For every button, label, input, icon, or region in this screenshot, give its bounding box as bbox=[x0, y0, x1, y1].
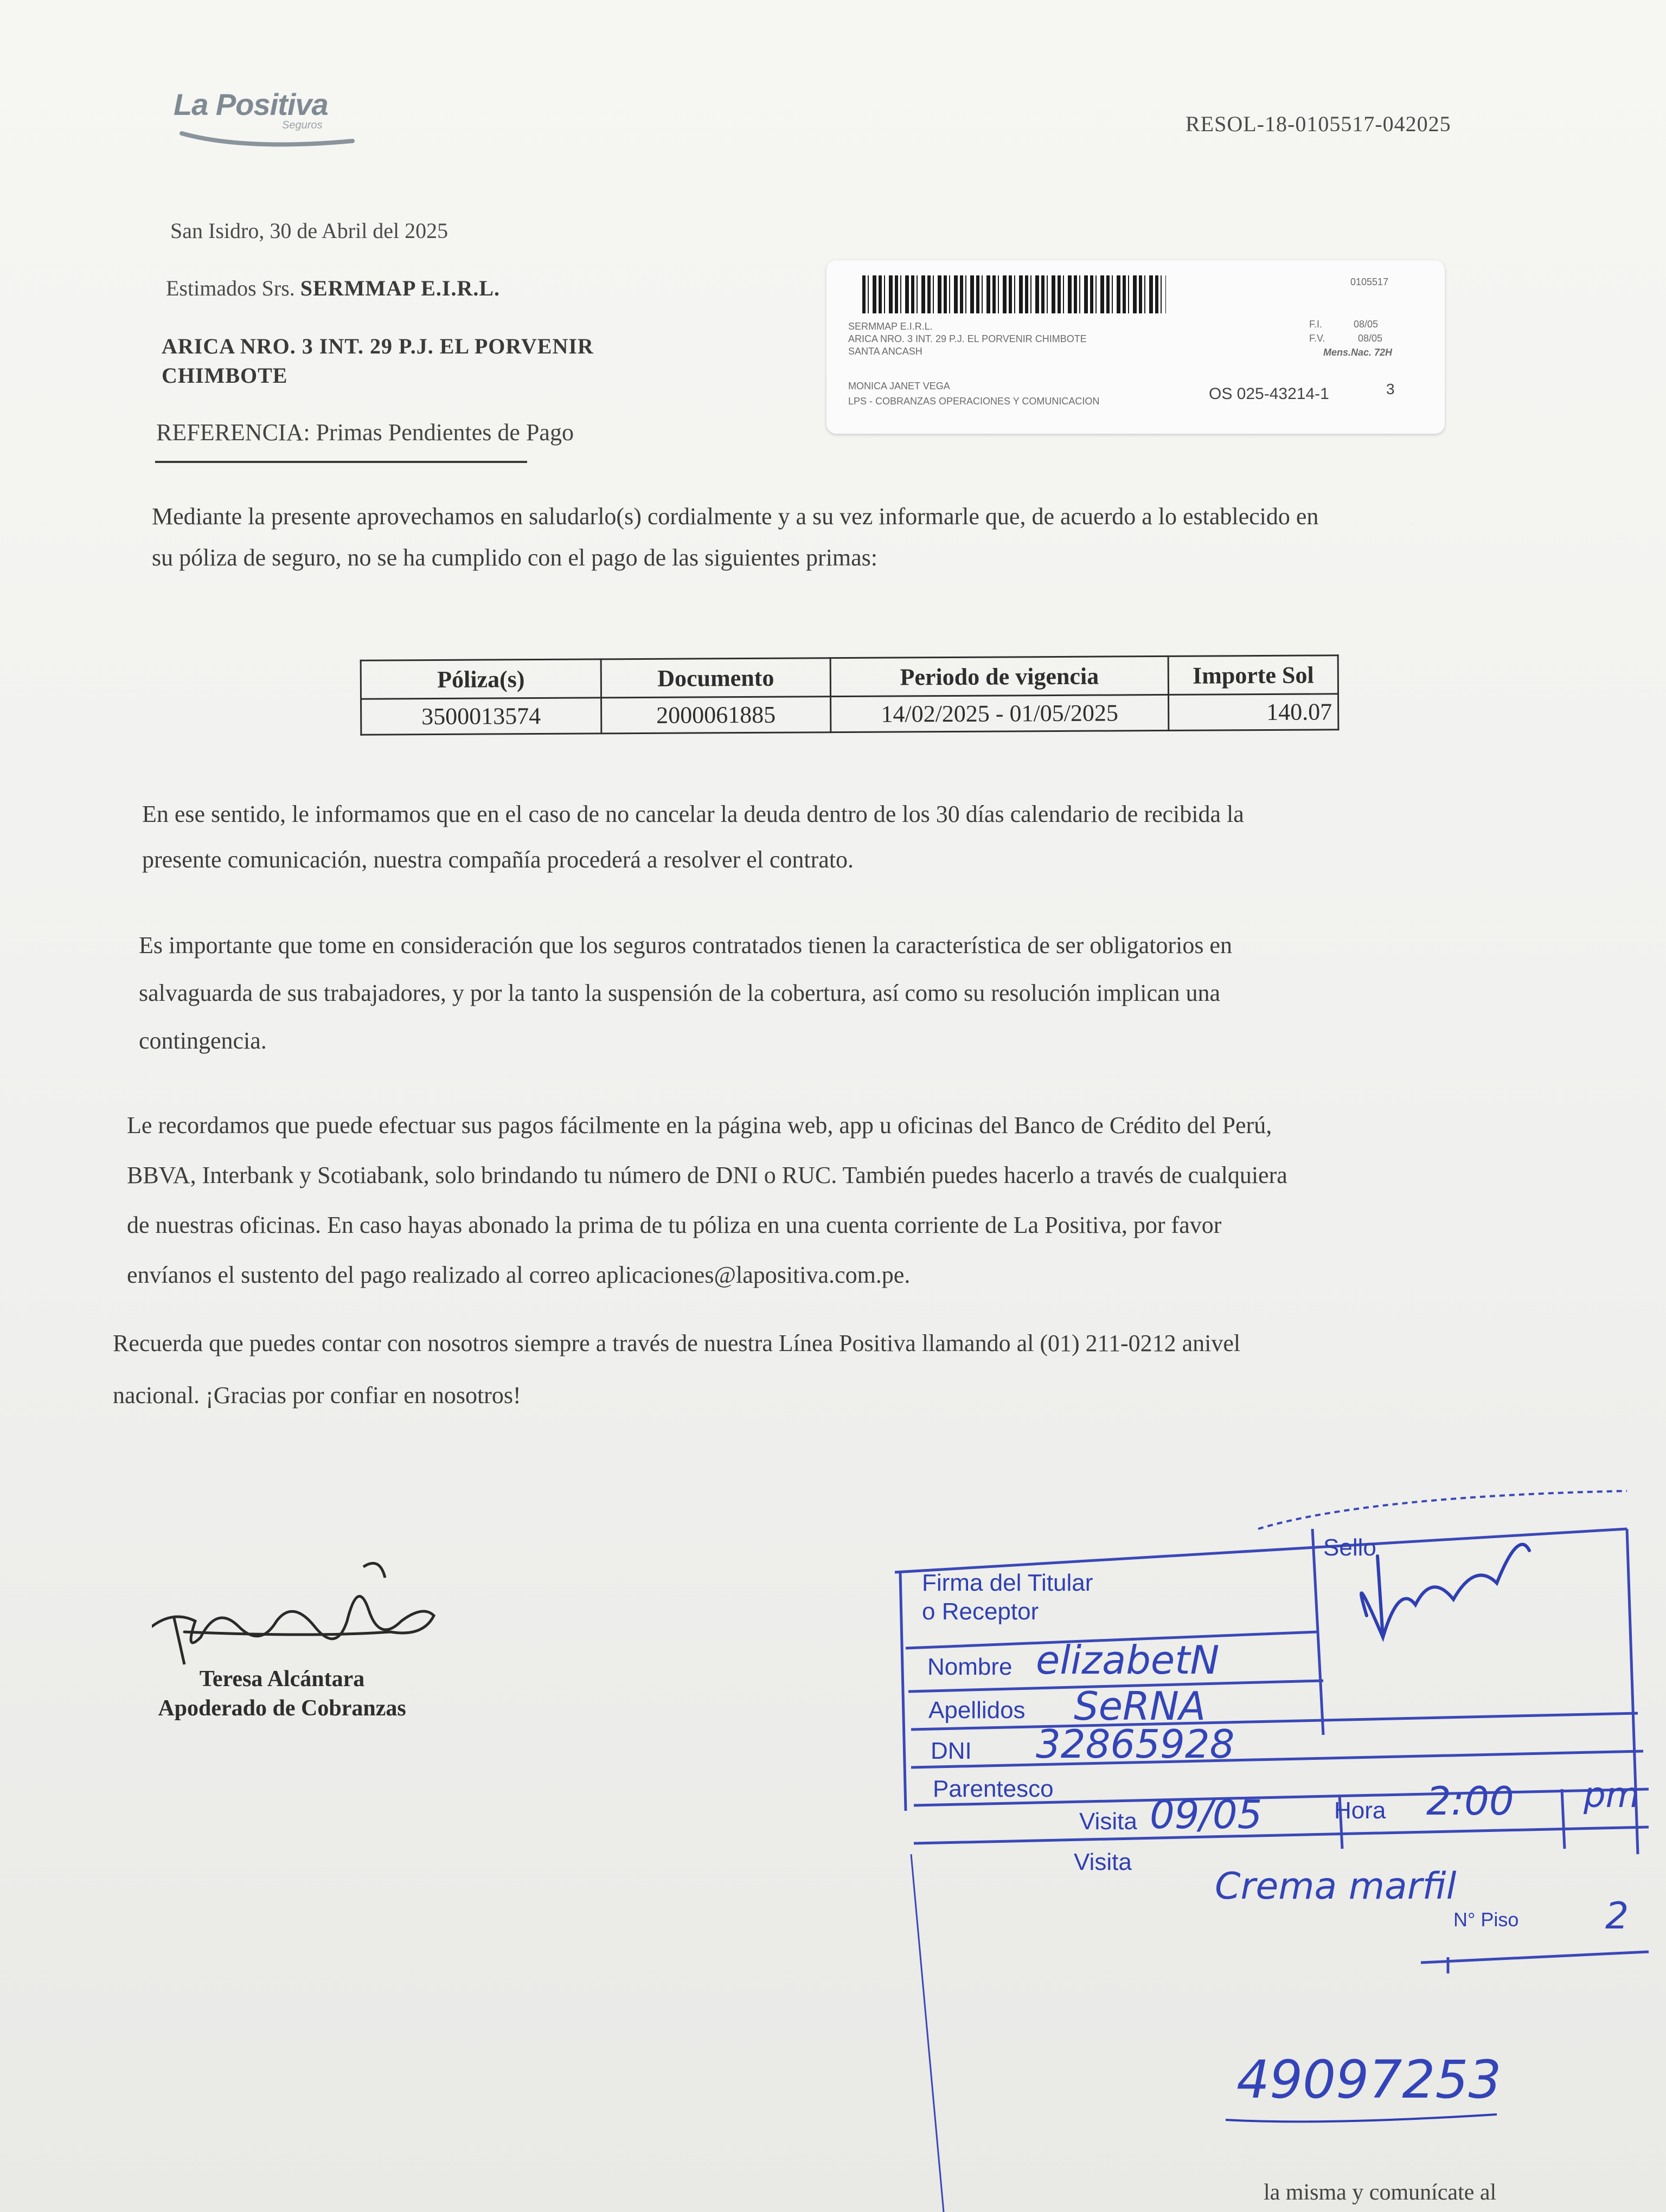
stamp-hora-suffix: pm bbox=[1584, 1776, 1639, 1816]
reference bbox=[156, 419, 574, 446]
label-region: SANTA ANCASH bbox=[848, 346, 922, 357]
stamp-npiso-value: 2 bbox=[1605, 1895, 1629, 1938]
greeting bbox=[166, 275, 500, 301]
logo-name: La Positiva bbox=[174, 87, 328, 121]
paragraph-obligation bbox=[139, 922, 1232, 1065]
footer-fragment: la misma y comunícate al bbox=[1264, 2180, 1497, 2205]
resolution-code: RESOL-18-0105517-042025 bbox=[1186, 112, 1451, 136]
paragraph-line: Es importante que tome en consideración que los seguros contratados tienen la característica de ser obligatorios en bbox=[139, 932, 1232, 959]
label-company: SERMMAP E.I.R.L. bbox=[848, 321, 933, 332]
place-date: San Isidro, 30 de Abril del 2025 bbox=[170, 218, 448, 243]
label-fv-value: 08/05 bbox=[1358, 333, 1383, 344]
stamp-dni-value: 32865928 bbox=[1036, 1721, 1235, 1767]
reference-label: REFERENCIA: bbox=[156, 419, 310, 446]
label-fi-value: 08/05 bbox=[1354, 319, 1379, 330]
paragraph-line: de nuestras oficinas. En caso hayas abonado la prima de tu póliza en una cuenta corriente de La Positiva, por favor bbox=[127, 1212, 1222, 1238]
paragraph-line: nacional. ¡Gracias por confiar en nosotros! bbox=[113, 1382, 521, 1409]
company-logo bbox=[174, 87, 380, 163]
label-address: ARICA NRO. 3 INT. 29 P.J. EL PORVENIR CHIMBOTE bbox=[848, 333, 1087, 344]
col-header-poliza: Póliza(s) bbox=[361, 659, 601, 699]
greeting-prefix: Estimados Srs. bbox=[166, 276, 295, 300]
paragraph-line: BBVA, Interbank y Scotiabank, solo brindando tu número de DNI o RUC. También puedes hacerlo a través de cualquiera bbox=[127, 1162, 1287, 1188]
paragraph-line: envíanos el sustento del pago realizado al correo aplicaciones@lapositiva.com.pe. bbox=[127, 1262, 911, 1288]
stamp-firma-label-2: o Receptor bbox=[922, 1598, 1039, 1625]
label-contact: MONICA JANET VEGA bbox=[848, 381, 950, 391]
cell-documento: 2000061885 bbox=[601, 697, 831, 734]
barcode-icon bbox=[862, 275, 1166, 313]
shipping-label bbox=[826, 260, 1445, 434]
stamp-nombre-label: Nombre bbox=[927, 1654, 1013, 1680]
policies-table bbox=[360, 654, 1340, 735]
paragraph-line: Le recordamos que puede efectuar sus pagos fácilmente en la página web, app u oficinas del Banco de Crédito del Perú, bbox=[127, 1112, 1272, 1139]
logo-swoosh-icon bbox=[179, 129, 363, 151]
stamp-firma-label-1: Firma del Titular bbox=[922, 1570, 1093, 1596]
paragraph-line: Recuerda que puedes contar con nosotros siempre a través de nuestra Línea Positiva llamando al (01) 211-0212 anivel bbox=[113, 1330, 1241, 1356]
stamp-visita-label: Visita bbox=[1079, 1808, 1137, 1835]
stamp-parentesco-label: Parentesco bbox=[933, 1776, 1054, 1802]
paragraph-line: contingencia. bbox=[139, 1027, 267, 1054]
label-count: 3 bbox=[1386, 381, 1395, 397]
paragraph-contact bbox=[113, 1317, 1240, 1422]
table-row bbox=[361, 694, 1338, 735]
stamp-sello-label: Sello bbox=[1323, 1534, 1376, 1561]
intro-line: su póliza de seguro, no se ha cumplido con el pago de las siguientes primas: bbox=[152, 544, 878, 571]
stamp-hora-value: 2:00 bbox=[1426, 1778, 1514, 1824]
address-line-1: ARICA NRO. 3 INT. 29 P.J. EL PORVENIR bbox=[162, 334, 594, 358]
label-service: Mens.Nac. 72H bbox=[1323, 347, 1393, 358]
intro-line: Mediante la presente aprovechamos en saludarlo(s) cordialmente y a su vez informarle que, de acuerdo a lo establecido en bbox=[152, 503, 1319, 530]
paragraph-deadline bbox=[142, 792, 1244, 883]
stamp-nombre-value: elizabetN bbox=[1036, 1637, 1220, 1683]
stamp-npiso-label: N° Piso bbox=[1453, 1908, 1519, 1931]
col-header-importe: Importe Sol bbox=[1168, 655, 1338, 695]
label-fv-label: F.V. bbox=[1309, 333, 1325, 344]
reference-text: Primas Pendientes de Pago bbox=[316, 419, 574, 446]
reference-underline bbox=[155, 461, 527, 463]
cell-periodo: 14/02/2025 - 01/05/2025 bbox=[831, 695, 1169, 732]
stamp-apellidos-value: SeRNA bbox=[1074, 1683, 1206, 1729]
signer-name: Teresa Alcántara bbox=[199, 1667, 365, 1692]
stamp-hora-label: Hora bbox=[1334, 1797, 1386, 1824]
label-area: LPS - COBRANZAS OPERACIONES Y COMUNICACION bbox=[848, 396, 1100, 407]
signer-title: Apoderado de Cobranzas bbox=[158, 1696, 406, 1721]
paragraph-payment bbox=[127, 1101, 1287, 1300]
col-header-periodo: Periodo de vigencia bbox=[830, 656, 1168, 696]
table-header-row bbox=[361, 655, 1338, 699]
label-order-number: OS 025-43214-1 bbox=[1209, 385, 1329, 403]
stamp-visita-value: 09/05 bbox=[1150, 1792, 1263, 1837]
stamp-note-value: Crema marfil bbox=[1215, 1865, 1457, 1908]
paragraph-line: salvaguarda de sus trabajadores, y por la tanto la suspensión de la cobertura, así como su resolución implican una bbox=[139, 980, 1221, 1006]
intro-paragraph bbox=[152, 496, 1318, 578]
stamp-apellidos-label: Apellidos bbox=[928, 1697, 1026, 1724]
recipient-name: SERMMAP E.I.R.L. bbox=[300, 276, 501, 300]
paragraph-line: presente comunicación, nuestra compañía procederá a resolver el contrato. bbox=[142, 846, 854, 873]
address-line-2: CHIMBOTE bbox=[162, 363, 288, 388]
cell-importe: 140.07 bbox=[1169, 694, 1338, 731]
stamp-dni-label: DNI bbox=[931, 1738, 972, 1764]
logo-sub: Seguros bbox=[282, 119, 323, 131]
stamp-phone-value: 49097253 bbox=[1236, 2049, 1502, 2110]
label-fi-label: F.I. bbox=[1309, 319, 1323, 330]
cell-poliza: 3500013574 bbox=[361, 698, 601, 735]
label-code-small: 0105517 bbox=[1350, 276, 1389, 287]
signer-block bbox=[130, 1664, 434, 1723]
paragraph-line: En ese sentido, le informamos que en el caso de no cancelar la deuda dentro de los 30 días calendario de recibida la bbox=[142, 801, 1244, 827]
col-header-documento: Documento bbox=[601, 658, 830, 698]
receipt-stamp bbox=[879, 1475, 1666, 2212]
recipient-address bbox=[162, 332, 594, 390]
stamp-visita2-label: Visita bbox=[1074, 1849, 1132, 1875]
